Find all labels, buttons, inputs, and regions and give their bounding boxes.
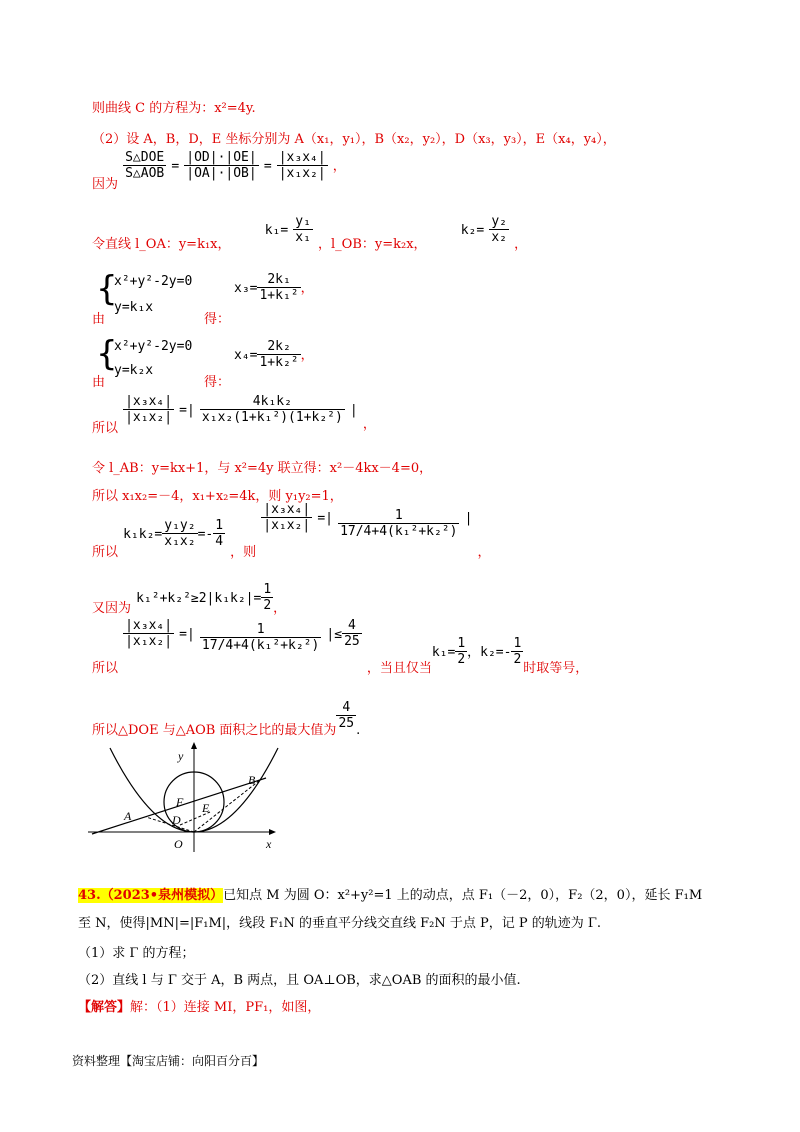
numerator: 1 (200, 622, 321, 638)
system-prefix: 由 (92, 312, 106, 327)
fraction-max (336, 700, 356, 731)
question-43-line-2: 至 N，使得|MN|=|F₁M|，线段 F₁N 的垂直平分线交直线 F₂N 于点 P，记 P 的轨迹为 Γ. (78, 916, 602, 931)
denominator: 2 (263, 598, 272, 613)
fraction-x4 (257, 339, 300, 370)
question-text: 已知点 M 为圆 O：x²+y²=1 上的动点，点 F₁（－2，0），F₂（2，0），延长 F₁M (223, 888, 703, 903)
fraction-lhs (123, 618, 174, 649)
x4-label: x₄= (234, 348, 258, 363)
less-equal-sign: ≤ (334, 627, 343, 642)
numerator: 4 (336, 700, 356, 716)
denominator: |x₁x₂| (125, 634, 173, 649)
period: . (356, 723, 361, 738)
system-result-label: 得： (204, 375, 231, 390)
fraction-k1-value (455, 636, 467, 667)
numerator: |x₃x₄| (125, 394, 173, 409)
denominator: 2 (457, 652, 466, 667)
fraction-lhs (261, 502, 312, 533)
point-o-label: O (174, 837, 183, 851)
fraction-abscissas (277, 150, 328, 181)
y-axis-label: y (178, 749, 184, 763)
denominator: x₁x₂ (164, 534, 196, 549)
x4-result (234, 339, 314, 370)
numerator: |x₃x₄| (125, 618, 173, 633)
denominator: x₁x₂(1+k₁²)(1+k₂²) (201, 410, 343, 425)
line-ob-text: ，l_OB：y=k₂x， (318, 237, 427, 252)
denominator: 25 (338, 716, 355, 731)
fraction-y-over-x (162, 518, 197, 549)
k2-label: ，k₂=- (467, 645, 512, 660)
max-value-text: 所以△DOE 与△AOB 面积之比的最大值为 (92, 723, 337, 738)
numerator: 1 (263, 582, 272, 597)
x-axis-arrow-icon (269, 829, 276, 835)
fraction-quarter (213, 518, 225, 549)
point-d-label: D (172, 813, 181, 827)
x3-label: x₃= (234, 281, 258, 296)
question-43-part-1: （1）求 Γ 的方程； (78, 946, 195, 961)
comma: ， (477, 545, 491, 560)
formula-slopes (92, 214, 528, 252)
system-prefix: 由 (92, 375, 106, 390)
solution-line-coordinates: （2）设 A，B，D，E 坐标分别为 A（x₁，y₁），B（x₂，y₂），D（x₃，y₃），E（x₄，y₄）， (92, 132, 616, 147)
formula-inequality (92, 582, 287, 616)
formula-prefix: 所以 (92, 661, 119, 676)
formula-prefix: 所以 (92, 421, 119, 436)
system-equation-1: x²+y²-2y=0 (114, 274, 193, 289)
denominator: 17/4+4(k₁²+k₂²) (340, 524, 458, 539)
y-axis-arrow-icon (191, 742, 197, 749)
numerator: S△DOE (125, 150, 165, 165)
denominator: |x₁x₂| (125, 410, 173, 425)
system-result-label: 得： (204, 312, 231, 327)
formula-ratio-k: $_{所以}$ $\frac{\text{|x₃x₄|}}{\text{|x₁x₂|}}$ =| $\frac{\text{4k₁k₂}}{\text{x₁x₂(1+k₁²)(1+k₂²)}}$ | $_,$ (92, 394, 376, 436)
fraction-k1 (293, 214, 313, 245)
point-b-label: B (248, 773, 256, 787)
answer-tag: 【解答】 (78, 1000, 131, 1015)
denominator: |x₁x₂| (278, 166, 326, 181)
numerator: 1 (513, 636, 522, 651)
fraction-x3 (257, 272, 300, 303)
denominator: |x₁x₂| (263, 518, 311, 533)
fraction-lhs (123, 394, 174, 425)
question-source-badge: （2023•泉州模拟） (100, 888, 224, 903)
formula-suffix: ， (332, 159, 346, 174)
parabola-circle-figure (84, 740, 284, 855)
point-a-label: A (124, 809, 132, 823)
question-43-part-2: （2）直线 l 与 Γ 交于 A，B 两点，且 OA⊥OB，求△OAB 的面积的最小值. (78, 973, 521, 988)
then-label: ，则 (230, 545, 257, 560)
k2-label: k₂= (460, 223, 485, 238)
point-e-label: E (202, 801, 210, 815)
system-equation-2: y=k₂x (114, 363, 154, 378)
fraction-k2 (489, 214, 509, 245)
denominator: x₁ (295, 230, 311, 245)
denominator: |OA|·|OB| (186, 166, 257, 181)
numerator: 1 (457, 636, 466, 651)
solution-line-max-value (92, 700, 361, 738)
comma: ， (300, 348, 314, 363)
question-number: 43. (78, 888, 101, 903)
formula-prefix: 所以 (92, 545, 119, 560)
numerator: |x₃x₄| (263, 502, 311, 517)
question-43-line-1 (78, 884, 702, 903)
k-product-label: k₁k₂= (123, 527, 163, 542)
fraction-k2-value (511, 636, 523, 667)
fraction-half (261, 582, 273, 613)
fraction-lengths (184, 150, 258, 181)
fraction-rhs (200, 622, 321, 653)
page-footer: 资料整理【淘宝店铺：向阳百分百】 (72, 1054, 265, 1068)
comma: ， (514, 237, 528, 252)
numerator: 2k₂ (257, 339, 300, 355)
equality-condition-text: ，当且仅当 (366, 661, 432, 676)
k1-label: k₁= (431, 645, 456, 660)
denominator: 17/4+4(k₁²+k₂²) (201, 638, 320, 653)
denominator: x₂ (491, 230, 507, 245)
denominator: 1+k₁² (259, 288, 299, 303)
formula-prefix: 因为 (92, 177, 119, 192)
brace-icon: { (96, 269, 118, 309)
numerator: 1 (215, 518, 224, 533)
x3-result (234, 272, 314, 303)
formula-k-product: $_{所以}$ $_{k_1k_2=}$ $\frac{\text{y₁y₂}}{\text{x₁x₂}}$ $_{=-}$ $\frac{1}{4}$ $_{,则}$ $\frac{\text{|x₃x₄|}}{\text{|x₁x₂|}}$ =| $\frac{1}{\text{17/4+4(k₁²+k₂²)}}$ | $_,$ (92, 502, 491, 560)
numerator: y₁ (295, 214, 311, 229)
formula-area-ratio: $_{因为}$ S△DOE S△AOB = $\frac{|OD|\cdot|OE|}{|OA|\cdot|OB|}$ = $\frac{\text{|x₃x₄|}}{\text{|x₁x₂|}}$ ， (92, 150, 346, 192)
solution-line-curve-equation: 则曲线 C 的方程为：x²=4y. (92, 101, 256, 116)
denominator: S△AOB (125, 166, 165, 181)
system-equation-2: y=k₁x (114, 300, 154, 315)
formula-prefix: 又因为 (92, 601, 132, 616)
equality-end-text: 时取等号， (523, 661, 589, 676)
answer-text: 解：（1）连接 MI，PF₁，如图， (130, 1000, 321, 1015)
numerator: 4 (342, 618, 362, 634)
system-equation-1: x²+y²-2y=0 (114, 339, 193, 354)
fraction-four-25 (342, 618, 362, 649)
numerator: |x₃x₄| (278, 150, 326, 165)
brace-icon: { (96, 334, 118, 374)
denominator: 25 (344, 634, 360, 649)
equals-minus: =- (197, 527, 214, 542)
numerator: 1 (338, 508, 459, 524)
k1-label: k₁= (264, 223, 289, 238)
formula-max-bound: $_{所以}$ $\frac{\text{|x₃x₄|}}{\text{|x₁x₂|}}$ =| $\frac{1}{\text{17/4+4(k₁²+k₂²)}}$ |≤ $\frac{4}{25}$ $_{,当且仅当k_1=}$ $\frac{1}{2}$ $_{,k_2=-}$ $\frac{1}{2}$ $_{时取等号,}$ (92, 618, 589, 676)
comma: ， (300, 281, 314, 296)
solution-line-ab-equation: 令 l_AB：y=kx+1，与 x²=4y 联立得：x²－4kx－4=0， (92, 461, 433, 476)
answer-start (78, 996, 320, 1015)
line-oa-text: 令直线 l_OA：y=k₁x， (92, 237, 231, 252)
denominator: 1+k₂² (259, 355, 299, 370)
numerator: y₂ (491, 214, 507, 229)
x-axis-label: x (266, 837, 272, 851)
fraction-rhs (200, 394, 345, 425)
numerator: 4k₁k₂ (200, 394, 345, 410)
denominator: 2 (513, 652, 522, 667)
comma: ， (362, 417, 376, 432)
numerator: |OD|·|OE| (186, 150, 257, 165)
solution-line-vieta: 所以 x₁x₂=－4，x₁+x₂=4k，则 y₁y₂=1， (92, 489, 343, 504)
inequality-expression: k₁²+k₂²≥2|k₁k₂|= (136, 591, 262, 606)
numerator: y₁y₂ (164, 518, 196, 533)
fraction-rhs (338, 508, 459, 539)
comma: ， (273, 601, 287, 616)
numerator: 2k₁ (257, 272, 300, 288)
denominator: 4 (215, 534, 224, 549)
fraction-area (123, 150, 166, 181)
point-f-label: F (176, 795, 184, 809)
